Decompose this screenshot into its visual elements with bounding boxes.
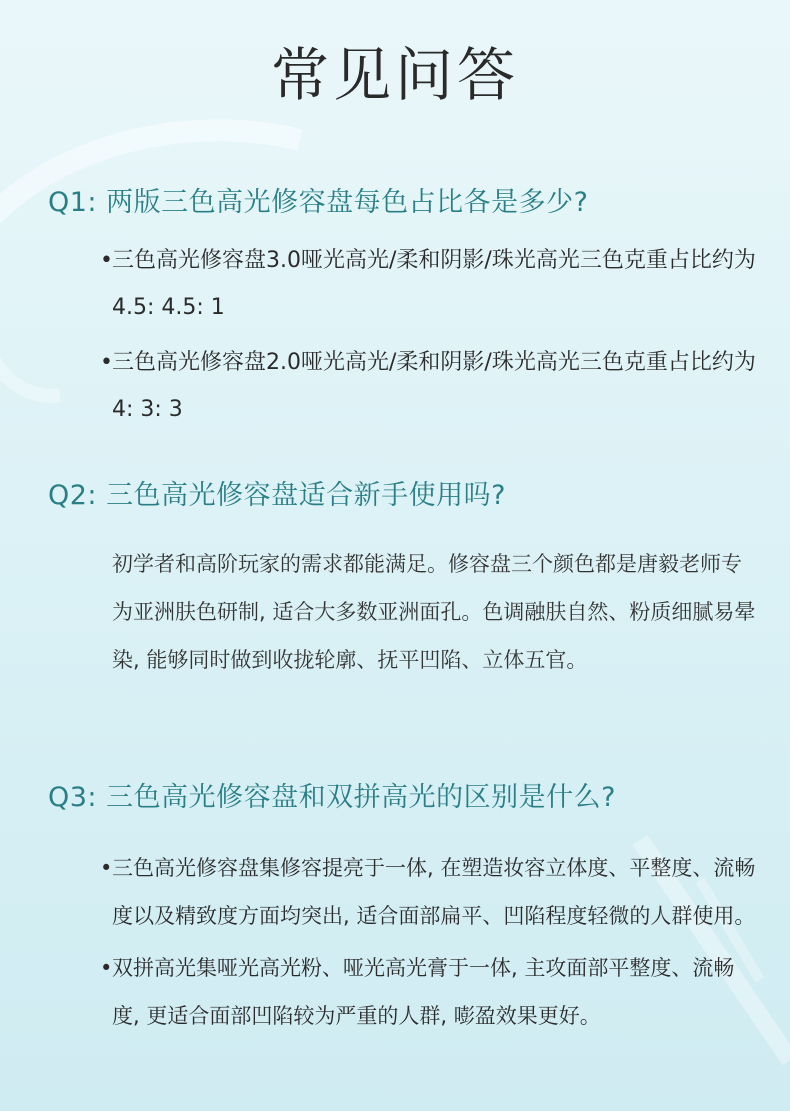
faq-answers-3 (48, 844, 758, 1040)
faq-1-bullet-2 (48, 339, 758, 433)
faq-1-bullet-1 (48, 237, 758, 331)
bullet-dot-icon: • (100, 956, 113, 980)
faq-answers-2 (48, 540, 758, 684)
faq-3-bullet-2-text: 双拼高光集哑光高光粉、哑光高光膏于一体, 主攻面部平整度、流畅度, 更适合面部凹陷较为严重的人群, 嘭盈效果更好。 (112, 956, 735, 1028)
faq-section-3 (48, 775, 758, 1040)
faq-2-paragraph: 初学者和高阶玩家的需求都能满足。修容盘三个颜色都是唐毅老师专为亚洲肤色研制, 适合大多数亚洲面孔。色调融肤自然、粉质细腻易晕染, 能够同时做到收拢轮廓、抚平凹陷、立体五官。 (112, 552, 756, 672)
faq-question-2: Q2: 三色高光修容盘适合新手使用吗? (48, 480, 506, 511)
faq-3-bullet-1 (48, 844, 758, 940)
faq-3-bullet-2 (48, 944, 758, 1040)
bullet-dot-icon: • (100, 856, 113, 880)
faq-section-1 (48, 180, 758, 433)
faq-question-1: Q1: 两版三色高光修容盘每色占比各是多少? (48, 187, 589, 218)
faq-answers-1 (48, 237, 758, 433)
page-title: 常见问答 (270, 41, 519, 109)
bullet-dot-icon: • (100, 248, 113, 273)
faq-3-bullet-1-text: 三色高光修容盘集修容提亮于一体, 在塑造妆容立体度、平整度、流畅度以及精致度方面均突出, 适合面部扁平、凹陷程度轻微的人群使用。 (112, 856, 756, 928)
faq-question-3: Q3: 三色高光修容盘和双拼高光的区别是什么? (48, 782, 616, 813)
faq-1-bullet-1-text: 三色高光修容盘3.0哑光高光/柔和阴影/珠光高光三色克重占比约为4.5: 4.5: 1 (112, 248, 756, 320)
bullet-dot-icon: • (100, 350, 113, 375)
faq-1-bullet-2-text: 三色高光修容盘2.0哑光高光/柔和阴影/珠光高光三色克重占比约为4: 3: 3 (112, 350, 756, 422)
faq-section-2 (48, 473, 758, 684)
